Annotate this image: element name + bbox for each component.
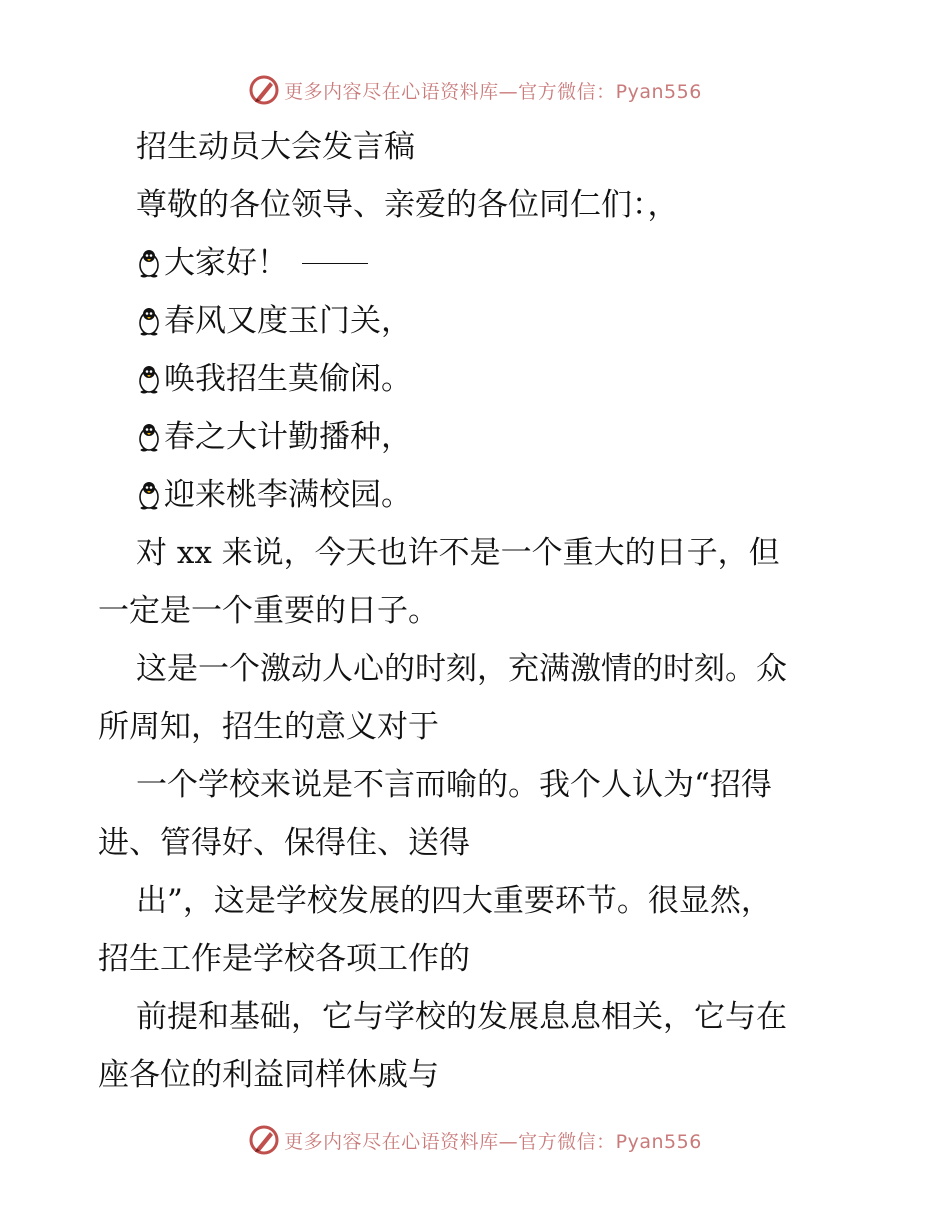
- watermark-text: 更多内容尽在心语资料库—官方微信：Pyan556: [284, 80, 702, 103]
- dash-line: [302, 263, 368, 264]
- watermark-footer: [0, 1120, 950, 1160]
- watermark-header: [0, 70, 950, 110]
- poem-line: 春之大计勤播种，: [98, 408, 858, 466]
- pen-logo-icon: [248, 1124, 280, 1156]
- paragraph-line: 所周知，招生的意义对于: [98, 709, 439, 745]
- penguin-icon: [136, 480, 162, 510]
- paragraph-block: [98, 524, 858, 1104]
- paragraph-line: 一定是一个重要的日子。: [98, 593, 439, 629]
- penguin-icon: [136, 306, 162, 336]
- watermark-text: 更多内容尽在心语资料库—官方微信：Pyan556: [284, 1130, 702, 1153]
- paragraph-line: 这是一个激动人心的时刻，充满激情的时刻。众: [136, 651, 787, 687]
- paragraph-line: 一个学校来说是不言而喻的。我个人认为“招得: [136, 767, 772, 803]
- paragraph-line: 前提和基础，它与学校的发展息息相关，它与在: [136, 999, 787, 1035]
- paragraph-line: 座各位的利益同样休戚与: [98, 1057, 439, 1093]
- penguin-icon: [136, 248, 162, 278]
- pen-logo-icon: [248, 74, 280, 106]
- document-body: [98, 118, 858, 1104]
- poem-block: [98, 292, 858, 524]
- penguin-icon: [136, 364, 162, 394]
- paragraph-line: 出”，这是学校发展的四大重要环节。很显然，: [136, 883, 772, 919]
- paragraph-line: 对 xx 来说，今天也许不是一个重大的日子，但: [136, 535, 780, 571]
- paragraph-line: 招生工作是学校各项工作的: [98, 941, 470, 977]
- poem-line: 唤我招生莫偷闲。: [98, 350, 858, 408]
- poem-line: 春风又度玉门关，: [98, 292, 858, 350]
- document-title: 招生动员大会发言稿: [136, 129, 415, 165]
- poem-line: 迎来桃李满校园。: [98, 466, 858, 524]
- hello-line: 大家好！: [98, 234, 858, 292]
- paragraph-line: 进、管得好、保得住、送得: [98, 825, 470, 861]
- penguin-icon: [136, 422, 162, 452]
- greeting-line: 尊敬的各位领导、亲爱的各位同仁们：，: [136, 187, 679, 223]
